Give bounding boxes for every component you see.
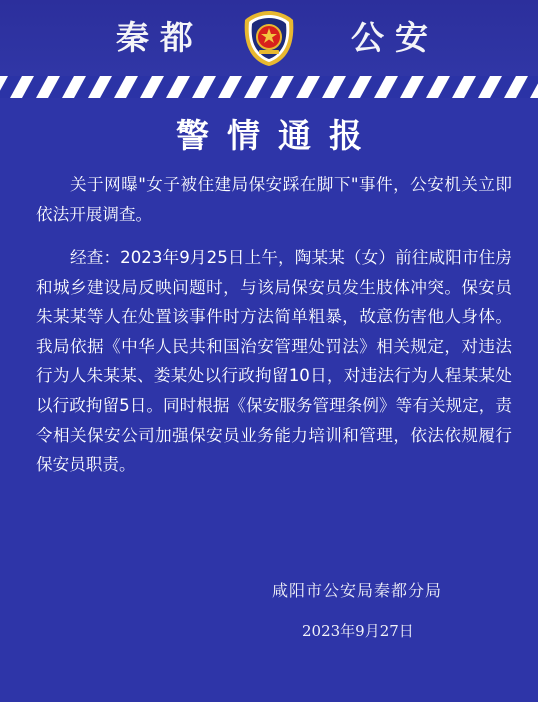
stripe-segment [204, 76, 230, 98]
police-badge-icon [239, 8, 299, 68]
notice-paragraph-2: 经查：2023年9月25日上午，陶某某（女）前往咸阳市住房和城乡建设局反映问题时，与该局保安员发生肢体冲突。保安员朱某某等人在处置该事件时方法简单粗暴，故意伤害他人身体。我局依据《中华人民共和国治安管理处罚法》相关规定，对违法行为人朱某某、娄某处以行政拘留10日，对违法行为人程某某处以行政拘留5日。同时根据《保安服务管理条例》等有关规定，责令相关保安公司加强保安员业务能力培训和管理，依法依规履行保安员职责。 [36, 248, 512, 475]
stripe-segment [178, 76, 204, 98]
decorative-stripe-band [0, 76, 538, 98]
stripe-segment [48, 76, 74, 98]
stripe-segment [256, 76, 282, 98]
stripe-segment [386, 76, 412, 98]
stripe-segment [230, 76, 256, 98]
stripe-segment [334, 76, 360, 98]
stripe-segment [152, 76, 178, 98]
notice-title: 警情通报 [176, 116, 380, 155]
issuer-signature: 咸阳市公安局秦都分局 [272, 581, 443, 600]
stripe-segment [412, 76, 438, 98]
stripe-segment [516, 76, 538, 98]
stripe-segment [74, 76, 100, 98]
notice-paragraph-1: 关于网曝"女子被住建局保安踩在脚下"事件，公安机关立即依法开展调查。 [36, 175, 512, 224]
header-banner [0, 0, 538, 76]
stripe-segment [22, 76, 48, 98]
stripe-segment [464, 76, 490, 98]
stripe-segment [308, 76, 334, 98]
header-left-text: 秦都 [116, 18, 204, 57]
stripe-segment [0, 76, 22, 98]
stripe-segment [490, 76, 516, 98]
stripe-segment [360, 76, 386, 98]
stripe-segment [282, 76, 308, 98]
stripe-pattern [0, 76, 538, 98]
header-right-text: 公安 [351, 18, 439, 57]
stripe-segment [438, 76, 464, 98]
stripe-segment [100, 76, 126, 98]
issue-date: 2023年9月27日 [302, 622, 414, 640]
stripe-segment [126, 76, 152, 98]
